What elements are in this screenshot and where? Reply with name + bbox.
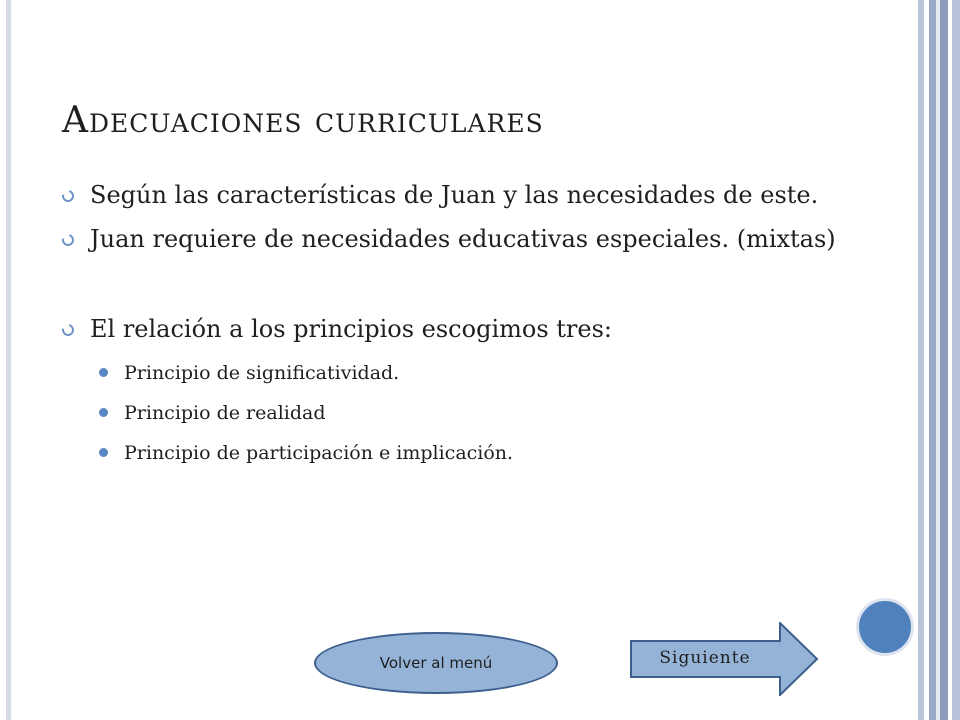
dot-bullet-icon <box>99 448 108 457</box>
sub-bullet-text: Principio de participación e implicación. <box>124 442 514 464</box>
slide-left-border <box>6 0 11 720</box>
dot-bullet-icon <box>99 408 108 417</box>
back-to-menu-label: Volver al menú <box>379 654 493 672</box>
slide-title: Adecuaciones curriculares <box>62 100 544 141</box>
sub-bullet-text: Principio de significatividad. <box>124 362 400 384</box>
circle-bullet-icon <box>60 322 76 338</box>
bullet-item <box>62 222 882 256</box>
next-label: Siguiente <box>659 648 751 668</box>
sub-bullet-item <box>62 440 882 466</box>
bullet-text: Según las características de Juan y las necesidades de este. <box>90 181 819 209</box>
circle-bullet-icon <box>60 232 76 248</box>
bullet-item <box>62 178 882 212</box>
sub-bullet-item <box>62 400 882 426</box>
bullet-text: Juan requiere de necesidades educativas especiales. (mixtas) <box>90 225 836 253</box>
back-to-menu-button[interactable] <box>314 632 558 694</box>
bullet-item <box>62 312 882 346</box>
decorative-circle <box>856 598 914 656</box>
next-button[interactable] <box>630 622 820 696</box>
sub-bullet-item <box>62 360 882 386</box>
bullet-text: El relación a los principios escogimos tres: <box>90 315 612 343</box>
circle-bullet-icon <box>60 188 76 204</box>
sub-bullet-text: Principio de realidad <box>124 402 326 424</box>
dot-bullet-icon <box>99 368 108 377</box>
bullet-list <box>62 178 882 466</box>
slide-right-stripes <box>916 0 960 720</box>
